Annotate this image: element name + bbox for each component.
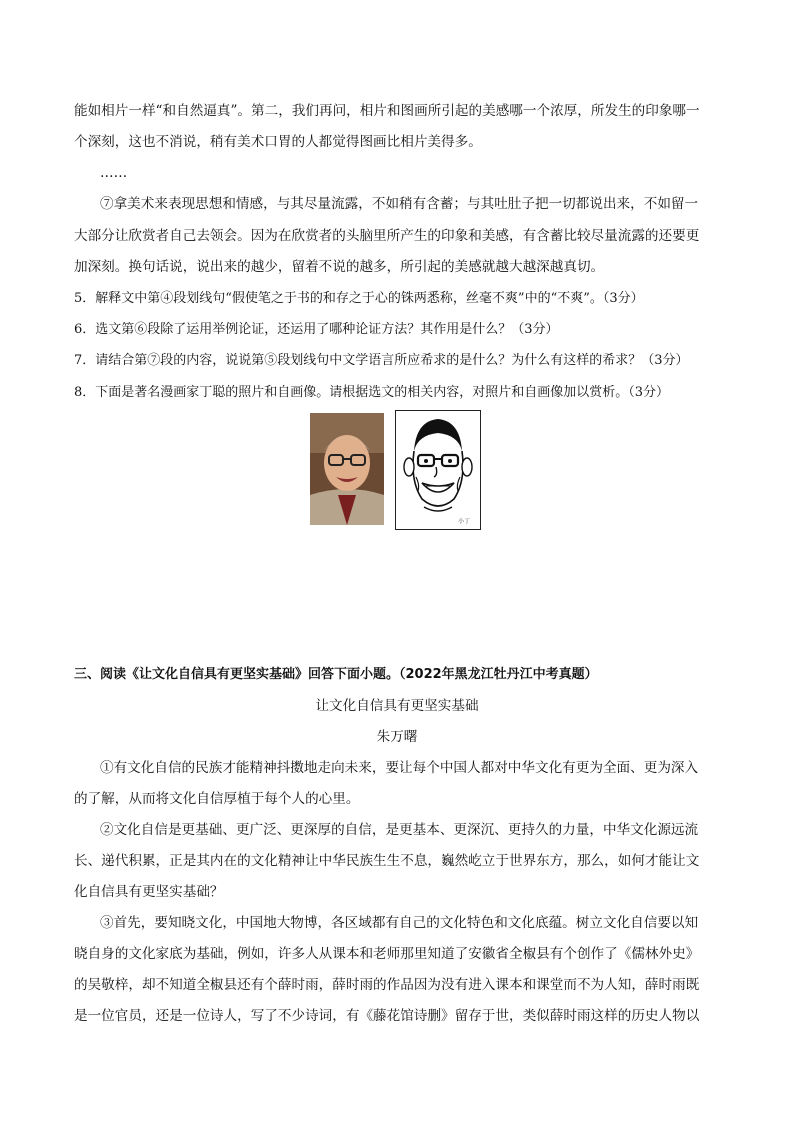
portrait-photo-image: [310, 413, 384, 525]
paragraph-2-line: 长、递代积累，正是其内在的文化精神让中华民族生生不息，巍然屹立于世界东方，那么，如何才能让文: [74, 853, 700, 869]
article-title: 让文化自信具有更坚实基础: [315, 698, 479, 714]
question-5: 5．解释文中第④段划线句“假使笔之于书的和存之于心的铢两悉称，丝毫不爽”中的“不爽”。（3分）: [74, 291, 644, 306]
paragraph-7-line: 大部分让欣赏者自己去领会。因为在欣赏者的头脑里所产生的印象和美感，有含蓄比较尽量流露的还要更: [74, 228, 700, 244]
paragraph-3-line: 晓自身的文化家底为基础，例如，许多人从课本和老师那里知道了安徽省全椒县有个创作了《儒林外史》: [74, 946, 700, 962]
paragraph-7-line: 加深刻。换句话说，说出来的越少，留着不说的越多，所引起的美感就越大越深越真切。: [74, 259, 605, 275]
paragraph-7-line: ⑦拿美术来表现思想和情感，与其尽量流露，不如稍有含蓄；与其吐肚子把一切都说出来，不如留一: [100, 196, 699, 212]
self-portrait-cartoon: [395, 410, 481, 530]
question-8: 8．下面是著名漫画家丁聪的照片和自画像。请根据选文的相关内容，对照片和自画像加以赏析。（3分）: [74, 385, 670, 400]
ellipsis: ……: [100, 165, 128, 181]
portrait-photo: [310, 413, 384, 525]
question-7: 7．请结合第⑦段的内容，说说第⑤段划线句中文学语言所应希求的是什么？为什么有这样的希求？（3分）: [74, 353, 689, 368]
cartoon-drawing: [396, 411, 480, 529]
paragraph-3-line: 是一位官员，还是一位诗人，写了不少诗词，有《藤花馆诗删》留存于世，类似薛时雨这样的历史人物以: [74, 1008, 700, 1024]
article-author: 朱万曙: [376, 729, 418, 745]
paragraph-2-line: ②文化自信是更基础、更广泛、更深厚的自信，是更基本、更深沉、更持久的力量，中华文化源远流: [100, 822, 699, 838]
paragraph-line: 个深刻，这也不消说，稍有美术口胃的人都觉得图画比相片美得多。: [74, 134, 482, 150]
cartoon-signature: 小丁: [458, 518, 471, 525]
section-3-heading: 三、阅读《让文化自信具有更坚实基础》回答下面小题。（2022年黑龙江牡丹江中考真题）: [74, 667, 598, 682]
paragraph-3-line: 的吴敬梓，却不知道全椒县还有个薛时雨，薛时雨的作品因为没有进入课本和课堂而不为人知，薛时雨既: [74, 977, 700, 993]
paragraph-2-line: 化自信具有更坚实基础？: [74, 884, 224, 900]
paragraph-line: 能如相片一样“和自然逼真”。第二，我们再问，相片和图画所引起的美感哪一个浓厚，所发生的印象哪一: [74, 103, 700, 119]
question-6: 6．选文第⑥段除了运用举例论证，还运用了哪种论证方法？其作用是什么？（3分）: [74, 322, 559, 337]
paragraph-1-line: ①有文化自信的民族才能精神抖擞地走向未来，要让每个中国人都对中华文化有更为全面、更为深入: [100, 760, 699, 776]
paragraph-3-line: ③首先，要知晓文化，中国地大物博，各区域都有自己的文化特色和文化底蕴。树立文化自信要以知: [100, 915, 699, 931]
paragraph-1-line: 的了解，从而将文化自信厚植于每个人的心里。: [74, 791, 360, 807]
